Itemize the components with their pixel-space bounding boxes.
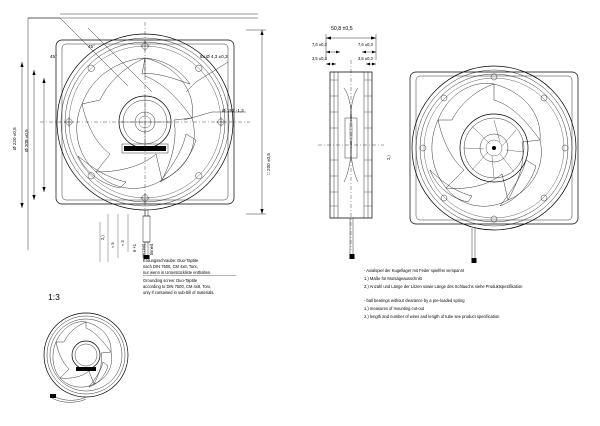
label-wire-note-de: verzinnt <box>141 243 146 258</box>
dim-wire-d: 6 +1 <box>132 243 137 252</box>
note-right-de-1: 1.) Maße für Montageausschnitt <box>364 276 422 281</box>
dim-overall-depth: 50,8 ±0,5 <box>331 26 353 32</box>
note-right-en-2: 2.) length and number of wires and length of tube see product specification <box>364 314 500 319</box>
grounding-screw-note <box>143 258 236 295</box>
note-right-en-0: - ball bearings without clearance by a pre-loaded spring <box>364 298 465 303</box>
side-view-labels <box>312 26 391 160</box>
scale-label: 1:3 <box>48 292 60 302</box>
impeller-blades-front <box>77 58 196 188</box>
side-view <box>312 26 391 259</box>
dim-angle-45b: 45° <box>88 44 95 49</box>
note-en-line3: only if contained in sub-bill of materials. <box>143 290 215 295</box>
dim-wire-c: ≈ 3 <box>120 240 125 246</box>
note-de-line1: Erdungsschraube: Duo-Taptite <box>143 258 199 263</box>
impeller-blades-scale <box>53 322 112 387</box>
note-en-line1: Grounding screw: Duo-Taptite <box>143 278 198 283</box>
dim-hole-pattern: 8x Ø 4,3 ±0,3 <box>200 54 228 59</box>
dim-left-flange: 7,6 ±0,3 <box>312 42 327 47</box>
dim-clearance: 2,) <box>386 155 391 160</box>
dim-wire-b: ≈ 5 <box>110 242 115 248</box>
scale-view <box>44 292 128 402</box>
impeller-blades-rear <box>430 83 541 206</box>
dim-wire-a: 2,) <box>100 235 105 240</box>
dim-bolt-circle: Ø 208 ±0,5 <box>24 129 29 152</box>
dim-left-step: 3,5 ±0,3 <box>312 56 327 61</box>
note-de-line2: nach DIN 7500, CM 4x8, Torx, <box>143 264 198 269</box>
note-de-line3: nur wenn in Unterstückliste enthalten. <box>143 270 212 275</box>
dim-hub-dia: Ø 197 -1,3 <box>222 108 244 113</box>
note-right-de-0: - Axialspiel der Kugellager mit Feder spielfrei verspannt <box>364 268 465 273</box>
label-wire-note-en: tinned <box>149 243 154 255</box>
note-en-line2: according to DIN 7500, CM 4x8, Torx, <box>143 284 212 289</box>
note-right-de-2: 2.) Anzahl und Länge der Litzen sowie Länge des Schlauchs siehe Produktspezifikation <box>364 284 523 289</box>
dim-square: □ 200 ±0,5 <box>266 153 271 175</box>
right-notes-block <box>364 268 523 319</box>
dim-right-step: 3,5 ±0,3 <box>358 56 373 61</box>
note-right-en-1: 1.) measures of mounting cut-out <box>364 306 425 311</box>
rear-view <box>410 66 578 263</box>
dim-right-flange: 7,6 ±0,3 <box>358 42 373 47</box>
dim-outer-dia: Ø 220 ±0,5 <box>12 127 17 150</box>
dim-angle-45a: 45° <box>50 54 57 59</box>
side-view-dimension-lines <box>318 34 384 250</box>
front-view <box>12 14 271 262</box>
